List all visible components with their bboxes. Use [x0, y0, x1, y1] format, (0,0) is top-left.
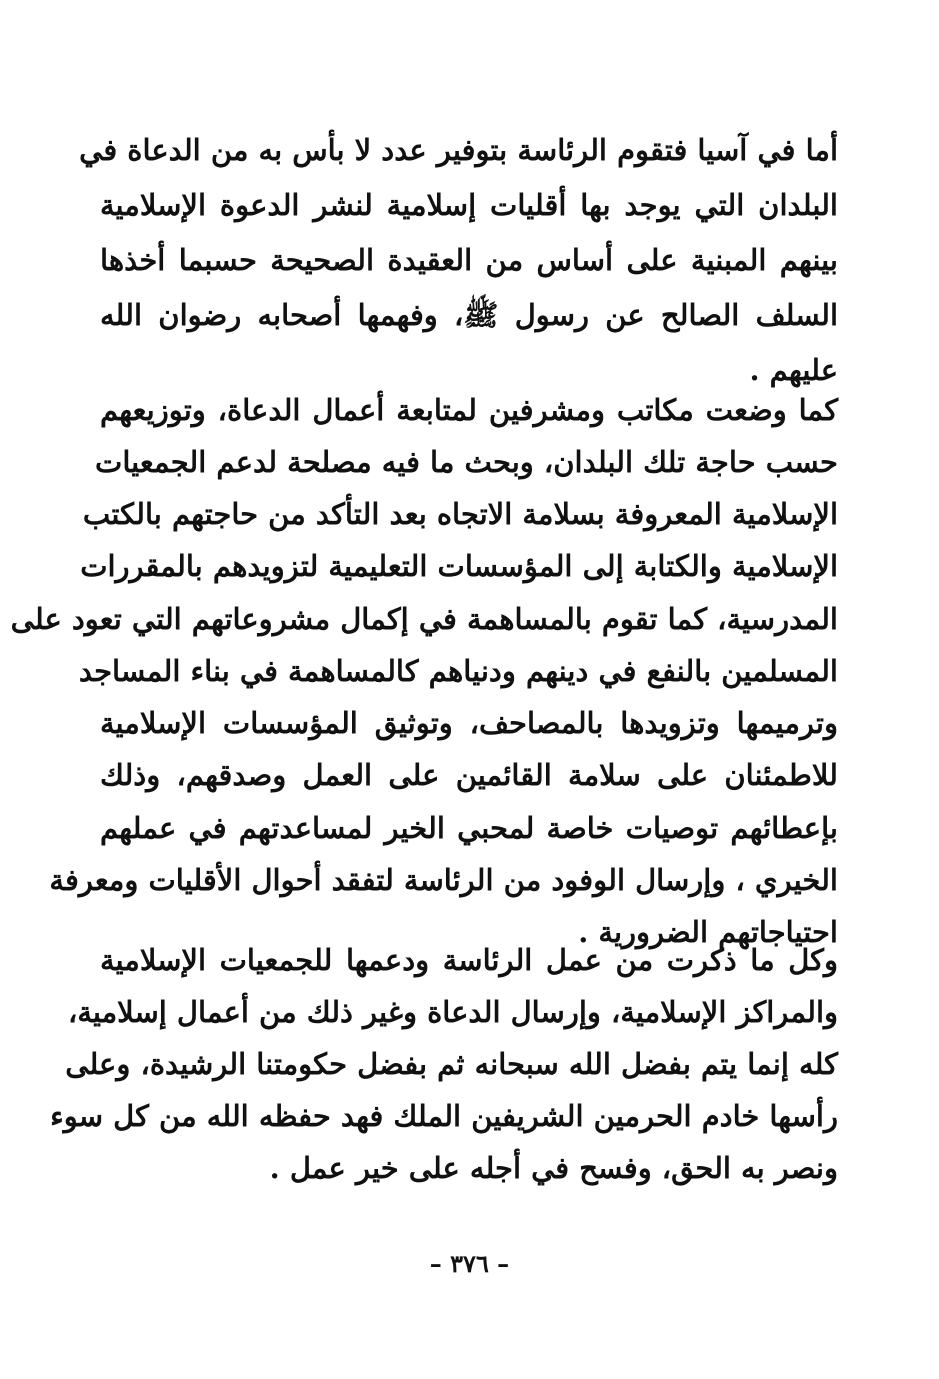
text-line: وترميمها وتزويدها بالمصاحف، وتوثيق المؤسسات الإسلامية	[100, 706, 838, 740]
text-line: البلدان التي يوجد بها أقليات إسلامية لنشر الدعوة الإسلامية	[100, 188, 838, 222]
text-line: الإسلامية والكتابة إلى المؤسسات التعليمية لتزويدهم بالمقررات	[80, 549, 838, 583]
text-line: الإسلامية المعروفة بسلامة الاتجاه بعد التأكد من حاجتهم بالكتب	[82, 497, 838, 531]
text-line: للاطمئنان على سلامة القائمين على العمل وصدقهم، وذلك	[100, 758, 838, 792]
text-line: وكل ما ذكرت من عمل الرئاسة ودعمها للجمعيات الإسلامية	[100, 943, 838, 977]
page-number: – ٣٧٦ –	[429, 1249, 510, 1278]
text-line: بينهم المبنية على أساس من العقيدة الصحيحة حسبما أخذها	[100, 243, 838, 277]
text-line: رأسها خادم الحرمين الشريفين الملك فهد حفظه الله من كل سوء	[50, 1099, 838, 1133]
text-line: الخيري ، وإرسال الوفود من الرئاسة لتفقد أحوال الأقليات ومعرفة	[49, 863, 838, 897]
text-line: أما في آسيا فتقوم الرئاسة بتوفير عدد لا بأس به من الدعاة في	[79, 133, 838, 167]
text-line: المدرسية، كما تقوم بالمساهمة في إكمال مشروعاتهم التي تعود على	[10, 602, 838, 636]
text-line: حسب حاجة تلك البلدان، وبحث ما فيه مصلحة لدعم الجمعيات	[95, 445, 838, 479]
text-line: بإعطائهم توصيات خاصة لمحبي الخير لمساعدتهم في عملهم	[100, 811, 838, 845]
text-line: احتياجاتهم الضرورية .	[578, 915, 838, 949]
text-line: والمراكز الإسلامية، وإرسال الدعاة وغير ذلك من أعمال إسلامية،	[67, 995, 838, 1029]
text-line: ونصر به الحق، وفسح في أجله على خير عمل .	[269, 1151, 838, 1185]
text-line: عليهم .	[749, 353, 838, 387]
text-line: كما وضعت مكاتب ومشرفين لمتابعة أعمال الدعاة، وتوزيعهم	[100, 393, 838, 427]
text-line: المسلمين بالنفع في دينهم ودنياهم كالمساهمة في بناء المساجد	[78, 654, 838, 688]
text-line: كله إنما يتم بفضل الله سبحانه ثم بفضل حكومتنا الرشيدة، وعلى	[65, 1047, 838, 1081]
text-line: السلف الصالح عن رسول ﷺ، وفهمها أصحابه رضوان الله	[100, 298, 838, 332]
